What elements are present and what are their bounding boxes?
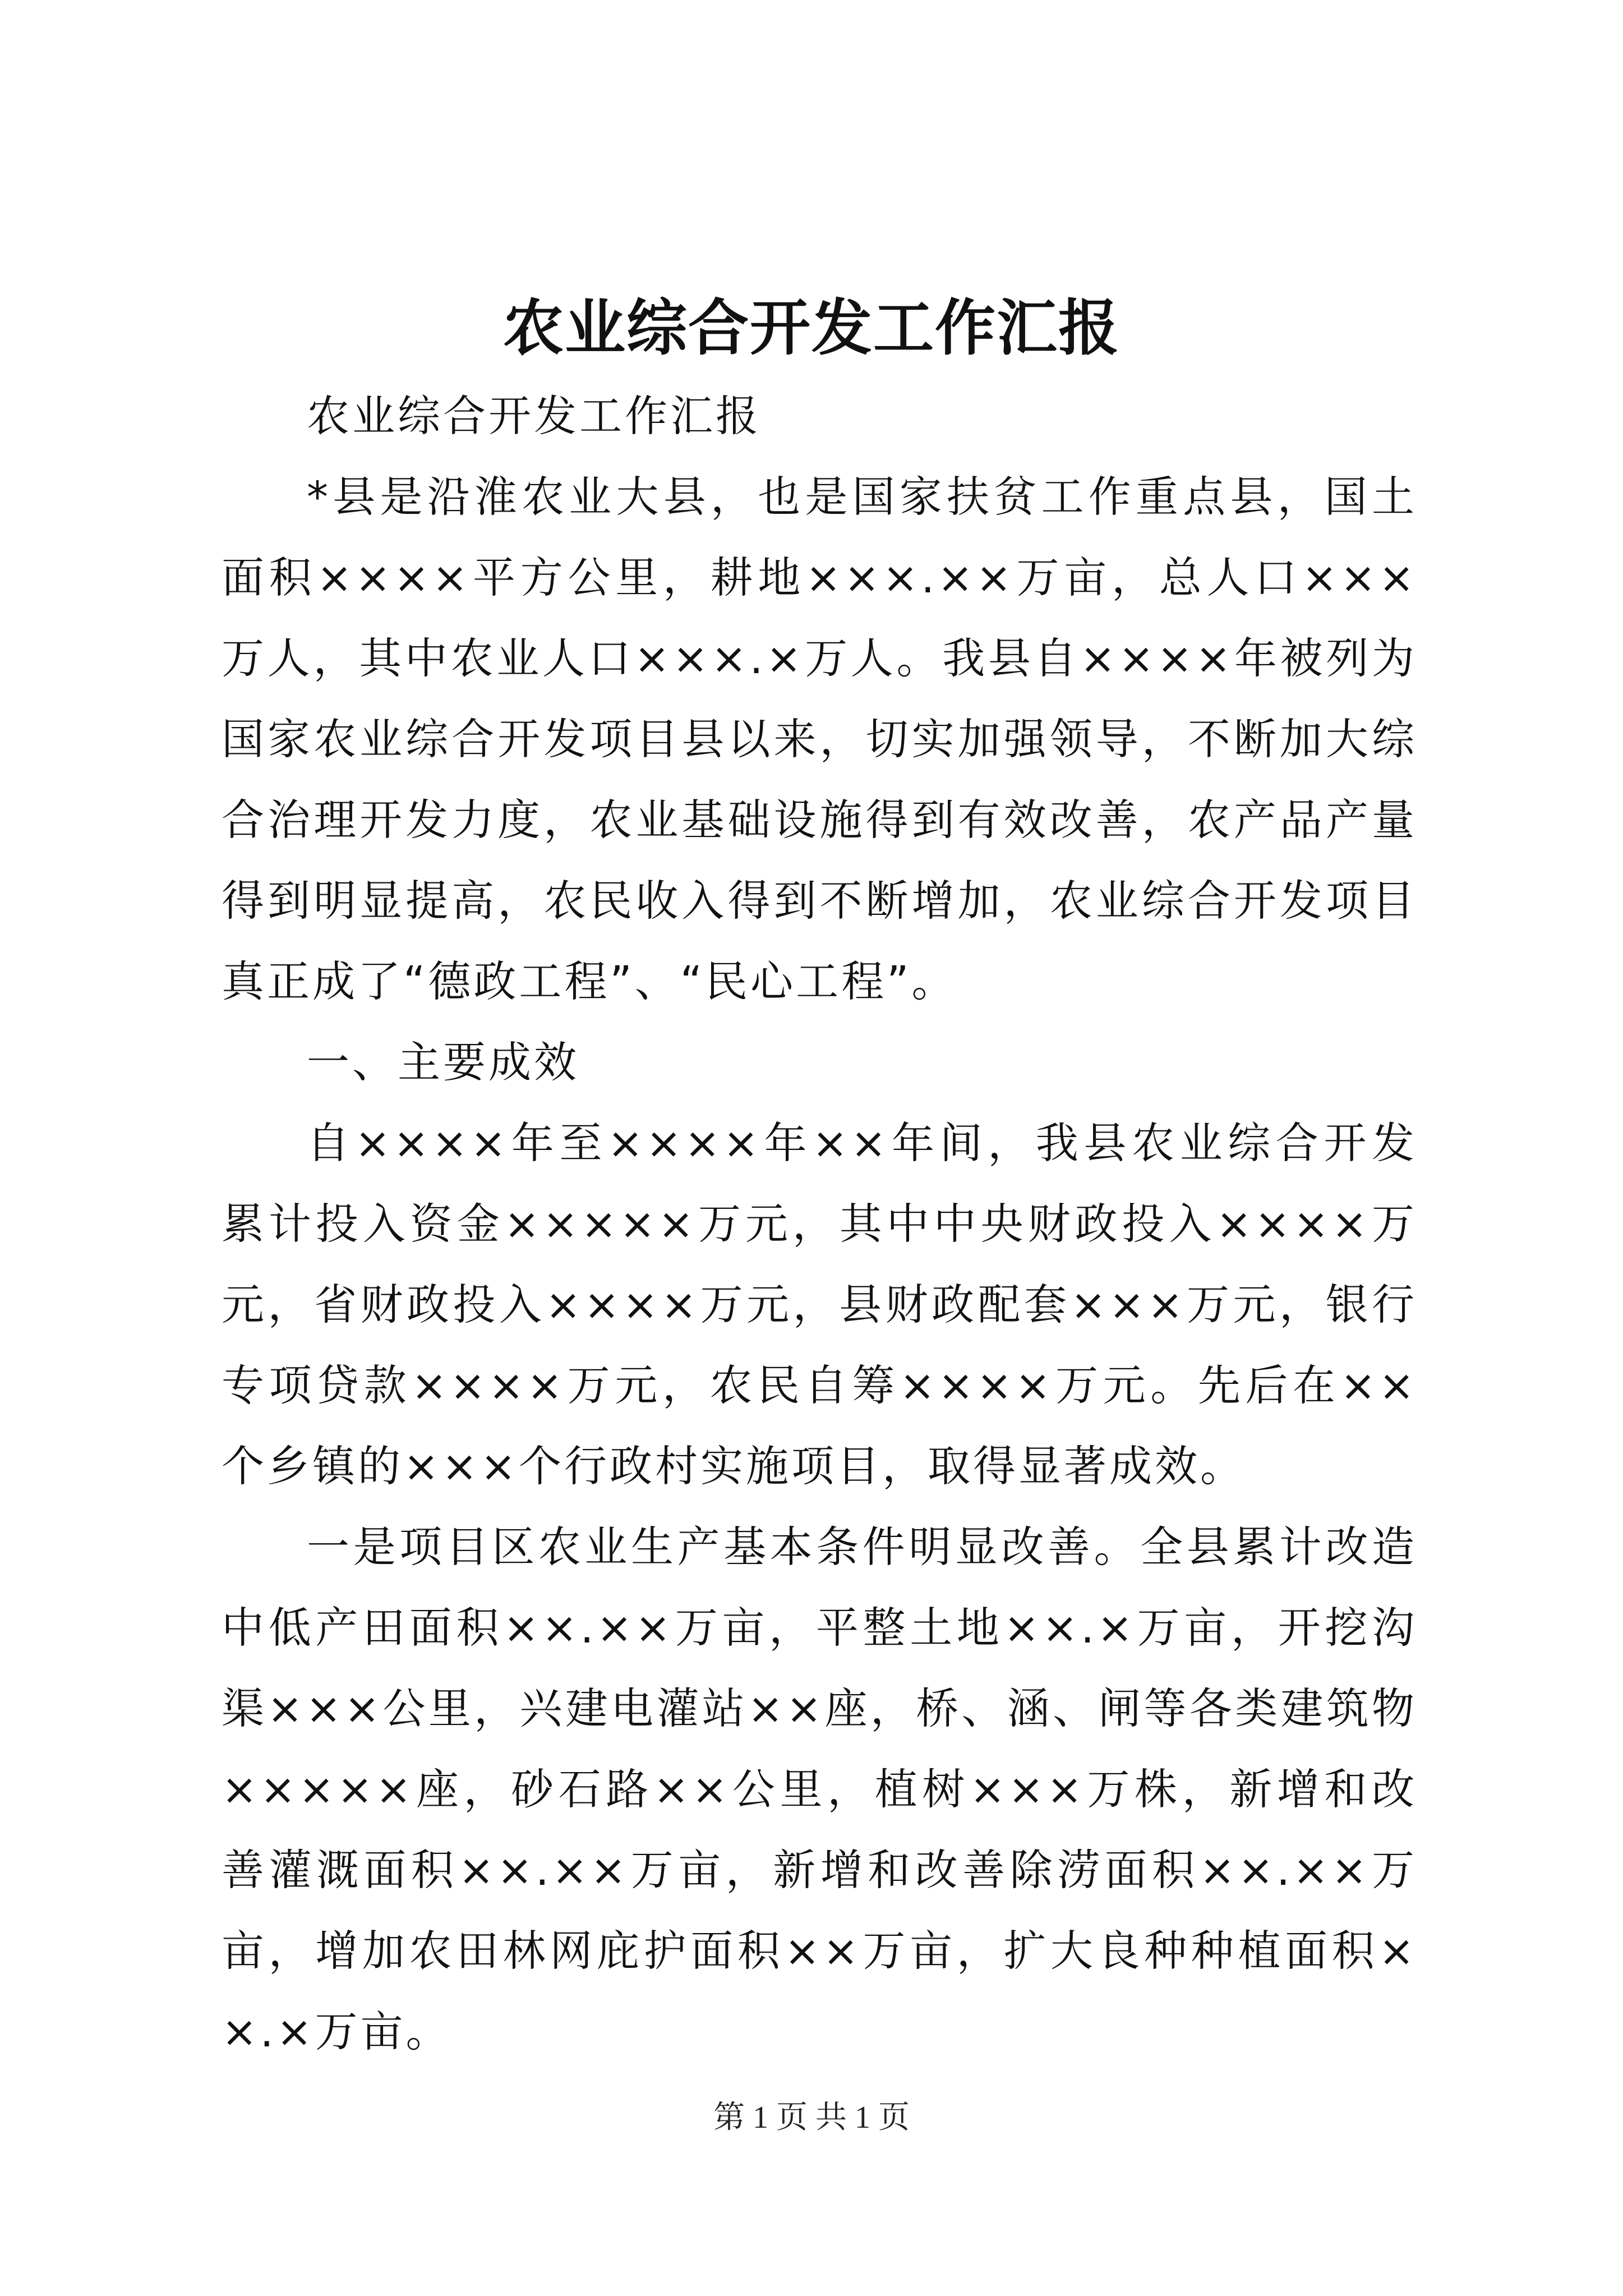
investment-paragraph: 自××××年至××××年××年间，我县农业综合开发累计投入资金×××××万元，其中中央财政投入××××万元，省财政投入××××万元，县财政配套×××万元，银行专项贷款××××万元，农民自筹××××万元。先后在××个乡镇的×××个行政村实施项目，取得显著成效。: [222, 1118, 1417, 1491]
document-body: [222, 376, 1417, 2072]
document-title: 农业综合开发工作汇报: [502, 293, 1120, 364]
intro-paragraph: *县是沿淮农业大县，也是国家扶贫工作重点县，国土面积××××平方公里，耕地×××.××万亩，总人口×××万人，其中农业人口×××.×万人。我县自××××年被列为国家农业综合开发项目县以来，切实加强领导，不断加大综合治理开发力度，农业基础设施得到有效改善，农产品产量得到明显提高，农民收入得到不断增加，农业综合开发项目真正成了“德政工程”、“民心工程”。: [222, 472, 1417, 1006]
subtitle-paragraph: 农业综合开发工作汇报: [307, 391, 761, 441]
page-footer: 第 1 页 共 1 页: [713, 2100, 910, 2135]
conditions-paragraph: 一是项目区农业生产基本条件明显改善。全县累计改造中低产田面积××.××万亩，平整土地××.×万亩，开挖沟渠×××公里，兴建电灌站××座，桥、涵、闸等各类建筑物×××××座，砂石路××公里，植树×××万株，新增和改善灌溉面积××.××万亩，新增和改善除涝面积××.××万亩，增加农田林网庇护面积××万亩，扩大良种种植面积××.×万亩。: [222, 1522, 1417, 2056]
section-heading: 一、主要成效: [307, 1037, 579, 1087]
